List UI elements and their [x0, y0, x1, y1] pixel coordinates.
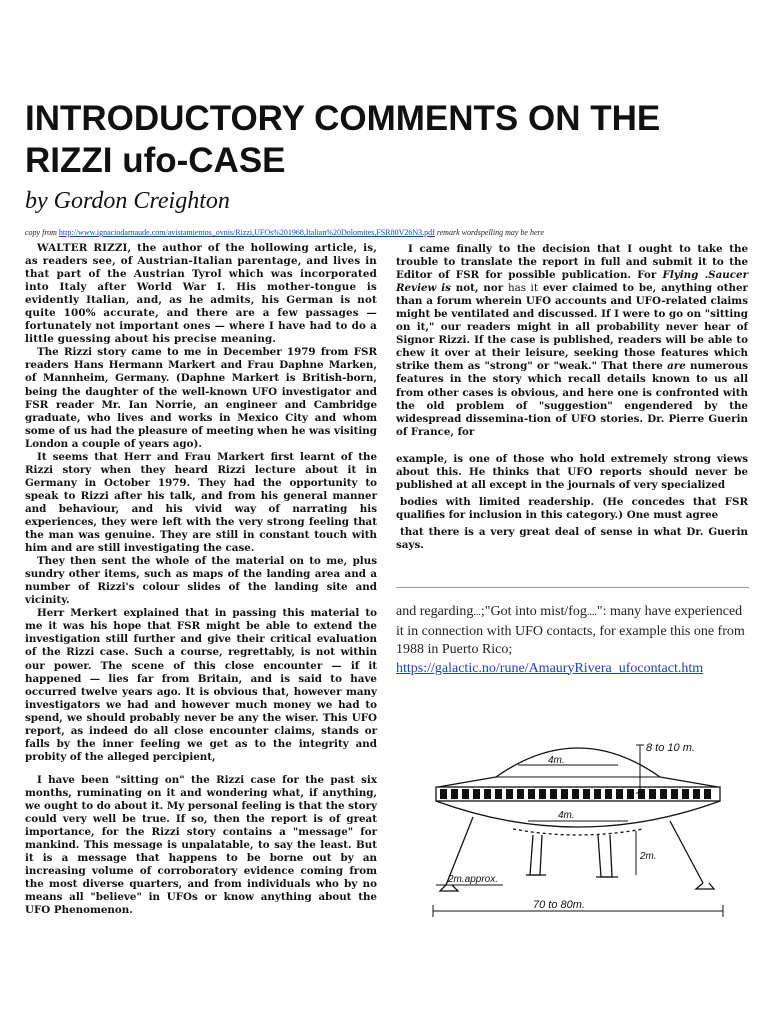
note-text-c: ": many have experienced it in connection with UFO contacts, for example this one from 1988 in Puerto Rico;	[396, 604, 745, 657]
note-text-a: and regarding	[396, 604, 474, 619]
right-paragraph-4: that there is a very great deal of sense in what Dr. Guerin says.	[396, 525, 748, 551]
note-ellipsis-2: ....	[586, 607, 597, 618]
right-p1-b: not, nor	[450, 282, 508, 295]
right-paragraph-2: example, is one of those who hold extremely strong views about this. He thinks that UFO reports should never be published at all except in the journals of very specialized	[396, 452, 748, 491]
left-paragraph-6: I have been "sitting on" the Rizzi case for the past six months, ruminating on it and wondering what, if anything, we ought to do about it. My personal feeling is that the story could very well be true. If so, then the report is of great importance, for the Rizzi story contains a "message" for mankind. This message is unpalatable, to say the least. But it is a message that happens to be borne out by an increasing volume of corroboratory evidence coming from the most diverse quarters, and from individuals who by no means all "believe" in UFOs or know anything about the UFO Phenomenon.	[25, 773, 377, 917]
source-prefix: copy from	[25, 228, 59, 237]
label-width: 70 to 80m.	[533, 899, 585, 911]
right-p1-are: are	[667, 360, 686, 373]
divider	[396, 587, 749, 588]
label-leg: 2m.	[640, 851, 657, 862]
magazine-name: Flying .Saucer Review is	[396, 269, 748, 295]
right-p1-light: has it	[507, 282, 538, 295]
note-text-b: ;"Got into mist/fog	[480, 604, 587, 619]
label-body: 4m.	[558, 810, 575, 821]
left-column	[25, 242, 377, 917]
source-link[interactable]: http://www.ignaciodarnaude.com/avistamientos_ovnis/Rizzi,UFOs%201968,Italian%20Dolomites,FSR80V26N3.pdf	[58, 228, 435, 237]
right-paragraph-3: bodies with limited readership. (He concedes that FSR qualifies for inclusion in this category.) One must agree	[396, 495, 748, 521]
editor-note	[396, 603, 748, 678]
right-column	[396, 243, 748, 552]
ufo-leg-midleft	[530, 835, 542, 875]
ufo-dome	[496, 748, 660, 777]
right-p1-c: ever claimed to be, anything other than a forum wherein UFO accounts and UFO-related claims might be ventilated and discussed. If I were to go on "sitting on it," our readers might in all probability never hear of Signor Rizzi. If the case is published, readers will be able to chew it over at their leisure, seeking those features which strike them as "strong" or "weak." That there	[396, 282, 748, 373]
note-ellipsis-1: ...	[473, 607, 481, 618]
byline: by Gordon Creighton	[25, 188, 230, 214]
left-paragraph-5: Herr Merkert explained that in passing this material to me it was his hope that FSR might be able to extend the investigation still further and give their critical evaluation of the Rizzi case. Such a course, regrettably, is not within our power. The scene of this close encounter — if it happened — lies far from Britain, and is said to have occurred twelve years ago. It is obvious that, however many investigators we had and however much money we had to spend, we should probably never be any the wiser. This UFO report, as indeed do all close encounter claims, stands or falls by the inner feeling we get as to the integrity and probity of the alleged percipient,	[25, 607, 377, 763]
right-paragraph-1	[396, 243, 748, 439]
ufo-windows	[440, 789, 711, 799]
ufo-leg-midright	[598, 835, 612, 877]
ufo-sketch	[418, 725, 738, 925]
left-paragraph-3: It seems that Herr and Frau Markert first learnt of the Rizzi story when they heard Rizzi lecture about it in Germany in October 1979. They had the opportunity to speak to Rizzi after his talk, and from his general manner and behaviour, and his vivid way of narrating his experiences, they were left with the very strong feeling that the man was genuine. They are still in constant touch with him and are still investigating the case.	[25, 450, 377, 555]
note-link[interactable]: https://galactic.no/rune/AmauryRivera_ufocontact.htm	[396, 660, 704, 676]
source-remark: remark wordspelling may be here	[434, 228, 544, 237]
label-approx: 2m.approx.	[448, 874, 499, 885]
ufo-bottom	[513, 829, 643, 835]
ufo-upper-hull	[438, 777, 718, 787]
right-p1-d: numerous features in the story which recall details known to us all from other cases is obvious, and here one is confronted with the old problem of "suggestion" engendered by the widespread dissemina-tion of UFO stories. Dr. Pierre Guerin of France, for	[396, 360, 748, 438]
label-dome: 4m.	[548, 755, 565, 766]
source-line	[25, 228, 745, 238]
left-paragraph-1: WALTER RIZZI, the author of the hollowing article, is, as readers see, of Austrian-Italian parentage, and lives in that part of the Austrian Tyrol which was incorporated into Italy after World War I. His mother-tongue is evidently Italian, and, as he admits, his German is not quite 100% accurate, and there are a few passages — fortunately not important ones — where I have had to do a little guessing about his precise meaning.	[25, 242, 377, 346]
ufo-leg-right	[670, 821, 714, 889]
article-title: INTRODUCTORY COMMENTS ON THE RIZZI ufo-CASE	[25, 99, 661, 180]
ufo-lower-hull	[436, 801, 720, 827]
right-p1-a: I came finally to the decision that I ought to take the trouble to translate the report in full and submit it to the Editor of FSR for possible publication. For	[396, 243, 748, 282]
left-paragraph-2: The Rizzi story came to me in December 1979 from FSR readers Hans Hermann Markert and Frau Daphne Marken, of Mannheim, Germany. (Daphne Markert is British-born, being the daughter of the well-known UFO investigator and FSR reader Mr. Ian Norrie, an engineer and Cambridge graduate, who lives and works in Mexico City and whom some of us had the pleasure of meeting when he was visiting London a couple of years ago).	[25, 346, 377, 450]
left-paragraph-4: They then sent the whole of the material on to me, plus sundry other items, such as maps of the landing area and a number of Rizzi's colour slides of the landing site and vicinity.	[25, 555, 377, 607]
label-height: 8 to 10 m.	[646, 742, 695, 754]
